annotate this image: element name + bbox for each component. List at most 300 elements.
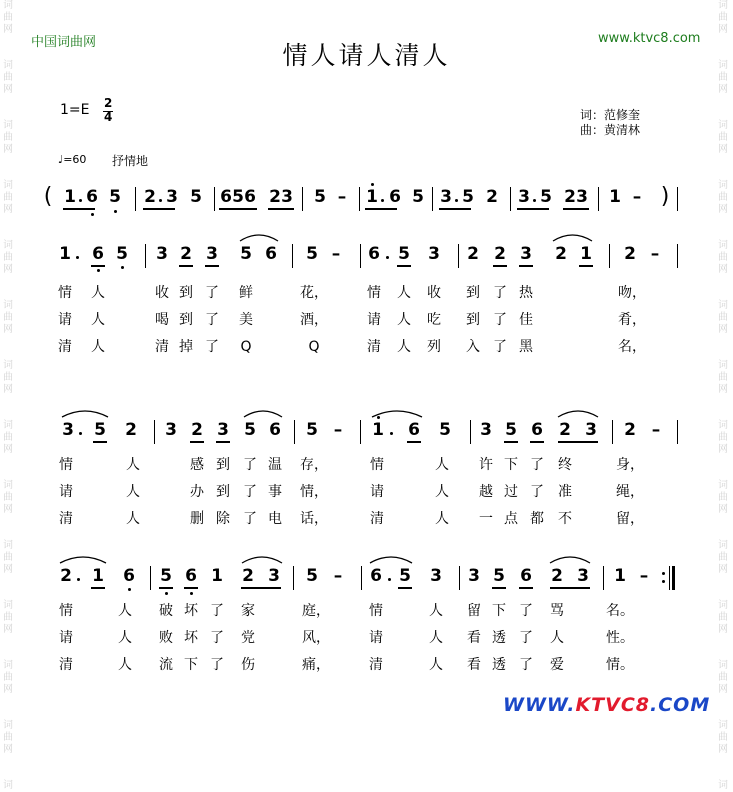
- lyric-char: 人: [435, 457, 449, 473]
- underline: [492, 587, 506, 589]
- note: 5: [462, 187, 474, 207]
- lyric-char: 性。: [606, 630, 634, 646]
- lyric-char: 请: [59, 630, 73, 646]
- octave-dot: [190, 592, 193, 595]
- lyric-char: 人: [118, 657, 132, 673]
- lyric-char: 请: [59, 484, 73, 500]
- note: 5: [244, 420, 256, 440]
- note: 3: [62, 420, 74, 440]
- barline: [510, 187, 511, 211]
- lyric-char: 感: [190, 457, 204, 473]
- lyric-char: 了: [243, 511, 257, 527]
- lyric-char: 看: [467, 630, 481, 646]
- augmentation-dot: [79, 432, 82, 435]
- note: 3: [428, 244, 440, 264]
- lyric-char: 人: [91, 312, 105, 328]
- lyric-char: 留，: [616, 511, 644, 527]
- underline: [530, 441, 544, 443]
- lyric-char: 了: [493, 339, 507, 355]
- note: 1: [366, 187, 378, 207]
- lyric-char: 人: [126, 457, 140, 473]
- note: 5: [306, 420, 318, 440]
- note: 6: [531, 420, 543, 440]
- underline: [93, 441, 107, 443]
- lyric-char: 清: [59, 657, 73, 673]
- underline: [397, 265, 411, 267]
- note: 3: [430, 566, 442, 586]
- octave-dot: [114, 210, 117, 213]
- lyric-char: 情。: [606, 657, 634, 673]
- note: 5: [505, 420, 517, 440]
- note: 5: [306, 566, 318, 586]
- lyric-char: 下: [492, 603, 506, 619]
- barline: [609, 244, 610, 268]
- note: 5: [109, 187, 121, 207]
- lyric-char: 清: [367, 339, 381, 355]
- lyric-char: 不: [558, 511, 572, 527]
- note: 2: [555, 244, 567, 264]
- note: 6: [92, 244, 104, 264]
- lyric-char: 庭，: [302, 603, 330, 619]
- note: 1: [372, 420, 384, 440]
- lyric-char: 请: [58, 312, 72, 328]
- barline: [603, 566, 604, 590]
- lyric-char: 身，: [616, 457, 644, 473]
- lyric-char: 党: [241, 630, 255, 646]
- underline: [241, 587, 281, 589]
- underline: [219, 208, 257, 210]
- note: 3: [217, 420, 229, 440]
- note: 5: [116, 244, 128, 264]
- lyric-char: 电: [268, 511, 282, 527]
- lyric-char: 名。: [606, 603, 634, 619]
- lyric-char: 肴，: [618, 312, 646, 328]
- underline: [517, 208, 549, 210]
- note: 3: [468, 566, 480, 586]
- underline: [190, 441, 204, 443]
- lyric-char: 入: [466, 339, 480, 355]
- lyric-char: 清: [370, 511, 384, 527]
- lyric-char: 透: [492, 630, 506, 646]
- note: 5: [314, 187, 326, 207]
- lyric-char: 人: [397, 285, 411, 301]
- lyric-char: 喝: [155, 312, 169, 328]
- note: 5: [399, 566, 411, 586]
- lyric-char: 黑: [519, 339, 533, 355]
- underline: [398, 587, 412, 589]
- note: 5: [232, 187, 244, 207]
- note: –: [650, 244, 660, 264]
- note: 6: [244, 187, 256, 207]
- lyric-char: 伤: [241, 657, 255, 673]
- note: 2: [624, 420, 636, 440]
- underline: [91, 265, 105, 267]
- barline: [154, 420, 155, 444]
- note: 5: [240, 244, 252, 264]
- underline: [159, 587, 173, 589]
- note: 1: [580, 244, 592, 264]
- lyric-char: 人: [435, 511, 449, 527]
- note: 2: [486, 187, 498, 207]
- slur: [244, 411, 282, 417]
- barline: [677, 420, 678, 444]
- note: 2: [180, 244, 192, 264]
- note: 5: [94, 420, 106, 440]
- note: –: [651, 420, 661, 440]
- lyric-char: 酒，: [300, 312, 328, 328]
- lyric-char: 越: [479, 484, 493, 500]
- expression-marking: 抒情地: [112, 154, 149, 168]
- lyric-char: 收: [427, 285, 441, 301]
- note: 3: [520, 244, 532, 264]
- barline: [292, 244, 293, 268]
- lyric-char: 准: [558, 484, 572, 500]
- note: 2: [242, 566, 254, 586]
- note: 5: [439, 420, 451, 440]
- note: 6: [370, 566, 382, 586]
- barline: [677, 244, 678, 268]
- underline: [365, 208, 397, 210]
- lyric-char: 人: [429, 603, 443, 619]
- barline: [459, 566, 460, 590]
- lyric-char: 人: [91, 339, 105, 355]
- lyric-char: 掉: [179, 339, 193, 355]
- note: 6: [185, 566, 197, 586]
- lyric-char: 情: [367, 285, 381, 301]
- repeat-dot: [662, 580, 665, 583]
- note: 5: [540, 187, 552, 207]
- note: 2: [125, 420, 137, 440]
- octave-dot: [377, 416, 380, 419]
- site-name-left: 中国词曲网: [31, 35, 97, 50]
- lyric-char: 人: [126, 511, 140, 527]
- lyric-char: 请: [367, 312, 381, 328]
- key-signature: 1=E: [60, 102, 90, 118]
- note: 5: [160, 566, 172, 586]
- slur: [242, 557, 282, 563]
- lyric-char: 存，: [300, 457, 328, 473]
- note: 6: [269, 420, 281, 440]
- lyric-char: 话，: [300, 511, 328, 527]
- lyric-char: 请: [369, 630, 383, 646]
- lyric-char: 一: [479, 511, 493, 527]
- note: 3: [585, 420, 597, 440]
- augmentation-dot: [386, 256, 389, 259]
- note: 6: [265, 244, 277, 264]
- lyric-char: 了: [210, 630, 224, 646]
- lyric-char: 事: [268, 484, 282, 500]
- lyric-char: 情，: [300, 484, 328, 500]
- lyric-char: 了: [493, 312, 507, 328]
- lyric-char: 吃: [427, 312, 441, 328]
- slur: [60, 557, 106, 563]
- lyric-char: 家: [241, 603, 255, 619]
- underline: [504, 441, 518, 443]
- note: 3: [156, 244, 168, 264]
- octave-dot: [97, 269, 100, 272]
- lyric-char: 人: [397, 339, 411, 355]
- lyric-char: 了: [205, 312, 219, 328]
- lyric-char: 情: [59, 603, 73, 619]
- lyric-char: 透: [492, 657, 506, 673]
- note: 1: [614, 566, 626, 586]
- augmentation-dot: [76, 256, 79, 259]
- note: 2: [191, 420, 203, 440]
- augmentation-dot: [381, 199, 384, 202]
- note: 3: [166, 187, 178, 207]
- lyric-char: 人: [126, 484, 140, 500]
- lyric-char: 都: [530, 511, 544, 527]
- underline: [563, 208, 589, 210]
- lyric-char: 人: [435, 484, 449, 500]
- lyric-char: 列: [427, 339, 441, 355]
- lyric-char: 破: [159, 603, 173, 619]
- barline: [612, 420, 613, 444]
- note: 2: [624, 244, 636, 264]
- underline: [550, 587, 590, 589]
- note: 2: [559, 420, 571, 440]
- underline: [91, 587, 105, 589]
- slur: [550, 557, 590, 563]
- lyric-char: 了: [243, 484, 257, 500]
- note: 3: [518, 187, 530, 207]
- lyric-char: 了: [519, 657, 533, 673]
- underline: [179, 265, 193, 267]
- barline: [458, 244, 459, 268]
- note: 2: [269, 187, 281, 207]
- lyric-char: 办: [190, 484, 204, 500]
- lyric-char: 人: [397, 312, 411, 328]
- octave-dot: [165, 592, 168, 595]
- underline: [407, 441, 421, 443]
- lyric-char: 删: [190, 511, 204, 527]
- lyric-char: 花，: [300, 285, 328, 301]
- lyric-char: 鲜: [239, 285, 253, 301]
- note: 3: [206, 244, 218, 264]
- footer-logo-part3: .COM: [650, 694, 711, 716]
- slur: [558, 411, 598, 417]
- lyric-char: 温: [268, 457, 282, 473]
- note: –: [337, 187, 347, 207]
- time-signature-bottom: 4: [104, 110, 113, 124]
- lyric-char: 人: [118, 603, 132, 619]
- lyric-char: 情: [58, 285, 72, 301]
- octave-dot: [121, 266, 124, 269]
- lyric-char: 了: [519, 630, 533, 646]
- note: 1: [92, 566, 104, 586]
- lyric-char: 了: [205, 339, 219, 355]
- lyric-char: 了: [519, 603, 533, 619]
- lyric-char: 了: [205, 285, 219, 301]
- watermark-left: 词 曲 网 词 曲 网 词 曲 网 词 曲 网 词 曲 网 词 曲 网 词 曲 网 词 曲 网 词 曲 网 词 曲 网 词 曲 网 词 曲 网 词 曲 网 词: [3, 0, 13, 791]
- site-url-right: www.ktvc8.com: [598, 31, 701, 46]
- note: –: [333, 420, 343, 440]
- lyric-char: 了: [210, 603, 224, 619]
- note: 6: [408, 420, 420, 440]
- barline: [293, 566, 294, 590]
- lyric-char: 到: [179, 285, 193, 301]
- time-signature-top: 2: [104, 96, 113, 110]
- note: 2: [551, 566, 563, 586]
- footer-logo: [503, 694, 710, 716]
- paren-open: (: [43, 184, 53, 209]
- note: –: [331, 244, 341, 264]
- lyric-char: 热: [519, 285, 533, 301]
- lyric-char: 过: [504, 484, 518, 500]
- note: 3: [577, 566, 589, 586]
- slur: [553, 235, 592, 241]
- note: 3: [576, 187, 588, 207]
- lyric-char: 看: [467, 657, 481, 673]
- note: 2: [144, 187, 156, 207]
- lyric-char: 到: [216, 457, 230, 473]
- barline: [359, 187, 360, 211]
- lyric-char: 美: [239, 312, 253, 328]
- footer-logo-part1: WWW.: [503, 694, 576, 716]
- lyric-char: 了: [493, 285, 507, 301]
- final-barline-thick: [672, 566, 675, 590]
- octave-dot: [371, 183, 374, 186]
- lyric-char: 坏: [184, 630, 198, 646]
- augmentation-dot: [77, 578, 80, 581]
- lyric-char: 坏: [184, 603, 198, 619]
- lyric-char: 人: [118, 630, 132, 646]
- augmentation-dot: [159, 199, 162, 202]
- augmentation-dot: [455, 199, 458, 202]
- underline: [493, 265, 507, 267]
- lyric-char: 留: [467, 603, 481, 619]
- note: –: [639, 566, 649, 586]
- underline: [558, 441, 598, 443]
- lyric-char: 人: [550, 630, 564, 646]
- note: 1: [59, 244, 71, 264]
- note: 6: [220, 187, 232, 207]
- underline: [519, 265, 533, 267]
- composer-credit: 曲：黄清林: [580, 123, 641, 137]
- note: 5: [190, 187, 202, 207]
- lyric-char: 到: [179, 312, 193, 328]
- lyric-char: 情: [369, 603, 383, 619]
- lyric-char: 风，: [302, 630, 330, 646]
- lyric-char: 清: [369, 657, 383, 673]
- note: 1: [211, 566, 223, 586]
- lyric-char: 人: [91, 285, 105, 301]
- lyric-char: 点: [504, 511, 518, 527]
- note: 6: [123, 566, 135, 586]
- note: 5: [306, 244, 318, 264]
- underline: [143, 208, 175, 210]
- augmentation-dot: [79, 199, 82, 202]
- lyric-char: 情: [59, 457, 73, 473]
- lyric-char: 痛，: [302, 657, 330, 673]
- lyric-char: 请: [370, 484, 384, 500]
- note: 1: [609, 187, 621, 207]
- paren-close: ): [660, 184, 670, 209]
- lyric-char: 到: [216, 484, 230, 500]
- note: 5: [412, 187, 424, 207]
- lyric-char: 爱: [550, 657, 564, 673]
- lyric-char: 到: [466, 285, 480, 301]
- underline: [216, 441, 230, 443]
- lyric-char: 清: [155, 339, 169, 355]
- slur: [240, 235, 278, 241]
- note: 2: [564, 187, 576, 207]
- note: 3: [268, 566, 280, 586]
- lyric-char: 人: [429, 630, 443, 646]
- note: 2: [467, 244, 479, 264]
- lyric-char: 下: [184, 657, 198, 673]
- lyric-char: 清: [59, 511, 73, 527]
- barline: [150, 566, 151, 590]
- lyricist-credit: 词：范修奎: [580, 108, 641, 122]
- lyric-char: 了: [210, 657, 224, 673]
- barline: [214, 187, 215, 211]
- lyric-char: 吻，: [618, 285, 646, 301]
- augmentation-dot: [390, 432, 393, 435]
- repeat-dot: [662, 572, 665, 575]
- lyric-char: 情: [370, 457, 384, 473]
- barline: [432, 187, 433, 211]
- lyric-char: 佳: [519, 312, 533, 328]
- slur: [370, 557, 412, 563]
- note: 6: [86, 187, 98, 207]
- underline: [579, 265, 593, 267]
- lyric-char: 了: [530, 484, 544, 500]
- lyric-char: 收: [155, 285, 169, 301]
- lyric-char: 许: [479, 457, 493, 473]
- song-title: 情人请人清人: [282, 41, 451, 70]
- underline: [439, 208, 471, 210]
- tempo-marking: ♩=60: [58, 153, 87, 166]
- note: 1: [64, 187, 76, 207]
- augmentation-dot: [533, 199, 536, 202]
- lyric-char: 名，: [618, 339, 646, 355]
- slur: [62, 411, 108, 417]
- lyric-char: 了: [530, 457, 544, 473]
- lyric-char: 到: [466, 312, 480, 328]
- lyric-char: 清: [58, 339, 72, 355]
- lyric-char: 败: [159, 630, 173, 646]
- barline: [135, 187, 136, 211]
- note: 6: [368, 244, 380, 264]
- note: 3: [440, 187, 452, 207]
- note: 5: [493, 566, 505, 586]
- underline: [519, 587, 533, 589]
- octave-dot: [91, 213, 94, 216]
- barline: [669, 566, 670, 590]
- note: –: [333, 566, 343, 586]
- octave-dot: [128, 588, 131, 591]
- note: 3: [480, 420, 492, 440]
- lyric-char: 除: [216, 511, 230, 527]
- note: 6: [389, 187, 401, 207]
- lyric-char: 流: [159, 657, 173, 673]
- note: 2: [494, 244, 506, 264]
- lyric-char: 了: [243, 457, 257, 473]
- note: 3: [165, 420, 177, 440]
- barline: [470, 420, 471, 444]
- barline: [677, 187, 678, 211]
- barline: [360, 244, 361, 268]
- barline: [294, 420, 295, 444]
- note: 5: [398, 244, 410, 264]
- lyric-char: 骂: [550, 603, 564, 619]
- underline: [268, 208, 294, 210]
- note: 3: [281, 187, 293, 207]
- barline: [598, 187, 599, 211]
- underline: [63, 208, 95, 210]
- augmentation-dot: [388, 578, 391, 581]
